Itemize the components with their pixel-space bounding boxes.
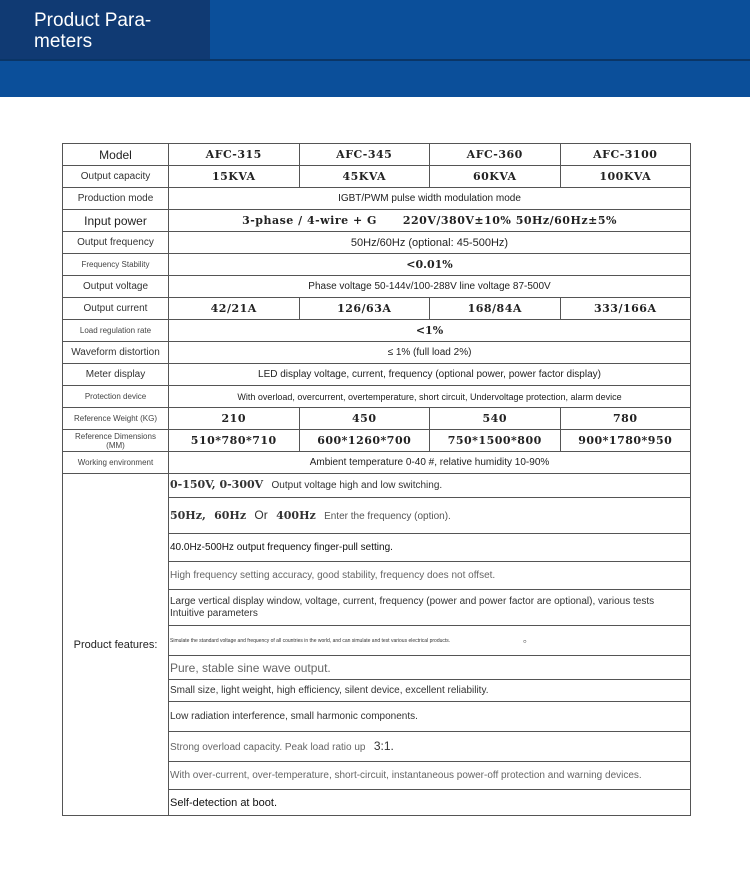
row-label: Working environment [63,452,169,474]
value-cell: 45KVA [299,166,430,188]
feature-item [169,474,691,498]
row-label: Input power [63,210,169,232]
feature-text: Strong overload capacity. Peak load ratio up [170,741,366,753]
page-title: Product Para- meters [34,10,152,52]
feature-item [169,626,691,656]
value-cell: 126/63A [299,298,430,320]
feature-item: High frequency setting accuracy, good stability, frequency does not offset. [169,562,691,590]
value-cell: Phase voltage 50-144v/100-288V line voltage 87-500V [169,276,691,298]
table-row [63,364,691,386]
table-row [63,342,691,364]
value-cell: 450 [299,408,430,430]
feature-item: With over-current, over-temperature, short-circuit, instantaneous power-off protection and warning devices. [169,762,691,790]
value-cell: 600*1260*700 [299,430,430,452]
row-label: Output frequency [63,232,169,254]
row-label: Output voltage [63,276,169,298]
table-row [63,408,691,430]
row-label: Production mode [63,188,169,210]
table-row [63,188,691,210]
value-cell: 780 [560,408,691,430]
value-cell: 750*1500*800 [430,430,561,452]
model-cell: AFC-360 [430,144,561,166]
model-cell: AFC-345 [299,144,430,166]
table-row [63,430,691,452]
feature-text: Enter the frequency (option). [324,510,451,522]
feature-item [169,498,691,534]
table-row [63,144,691,166]
header-banner [0,0,750,97]
feature-text: Simulate the standard voltage and frequency of all countries in the world, and can simulate and test various electrical products. [170,638,451,644]
table-row [63,166,691,188]
row-label: Waveform distortion [63,342,169,364]
table-row [63,386,691,408]
row-label: Frequency Stability [63,254,169,276]
value-cell: 3-phase / 4-wire + G 220V/380V±10% 50Hz/60Hz±5% [169,210,691,232]
value-cell: <0.01% [169,254,691,276]
value-cell: 333/166A [560,298,691,320]
banner-rule [0,59,750,61]
value-cell: 510*780*710 [169,430,300,452]
model-label: Model [63,144,169,166]
value-cell: <1% [169,320,691,342]
row-label: Output capacity [63,166,169,188]
value-cell: 50Hz/60Hz (optional: 45-500Hz) [169,232,691,254]
parameters-table [62,143,691,816]
feature-code: 50Hz, [170,508,206,522]
feature-code: 60Hz [214,508,247,522]
value-cell: 42/21A [169,298,300,320]
feature-item: Small size, light weight, high efficiency, silent device, excellent reliability. [169,680,691,702]
table-row [63,232,691,254]
feature-text: Or [254,507,268,522]
table-row [63,320,691,342]
feature-item: Low radiation interference, small harmonic components. [169,702,691,732]
value-cell: 100KVA [560,166,691,188]
feature-mark: 。 [522,634,533,645]
value-cell: 15KVA [169,166,300,188]
table-row [63,298,691,320]
feature-item: 40.0Hz-500Hz output frequency finger-pull setting. [169,534,691,562]
value-cell: 210 [169,408,300,430]
model-cell: AFC-315 [169,144,300,166]
value-cell: ≤ 1% (full load 2%) [169,342,691,364]
model-cell: AFC-3100 [560,144,691,166]
features-label: Product features: [63,474,169,816]
row-label: Output current [63,298,169,320]
feature-code: 0-150V, 0-300V [170,478,264,491]
value-cell: 60KVA [430,166,561,188]
row-label: Protection device [63,386,169,408]
feature-item [169,732,691,762]
value-cell: 540 [430,408,561,430]
table-row [63,210,691,232]
feature-item: Pure, stable sine wave output. [169,656,691,680]
feature-code: 400Hz [276,508,316,522]
row-label: Reference Dimensions (MM) [63,430,169,452]
row-label: Meter display [63,364,169,386]
feature-item: Self-detection at boot. [169,790,691,816]
feature-text: 3:1. [373,738,394,753]
value-cell: 900*1780*950 [560,430,691,452]
table-row [63,276,691,298]
table-row [63,254,691,276]
row-label: Load regulation rate [63,320,169,342]
title-box [0,0,210,60]
row-label: Reference Weight (KG) [63,408,169,430]
value-cell: With overload, overcurrent, overtemperature, short circuit, Undervoltage protection, alarm device [169,386,691,408]
feature-row [63,474,691,498]
value-cell: LED display voltage, current, frequency (optional power, power factor display) [169,364,691,386]
feature-item: Large vertical display window, voltage, current, frequency (power and power factor are optional), various tests Intuitive parameters [169,590,691,626]
value-cell: 168/84A [430,298,561,320]
value-cell: Ambient temperature 0-40 #, relative humidity 10-90% [169,452,691,474]
value-cell: IGBT/PWM pulse width modulation mode [169,188,691,210]
feature-text: Output voltage high and low switching. [271,480,443,491]
table-row [63,452,691,474]
